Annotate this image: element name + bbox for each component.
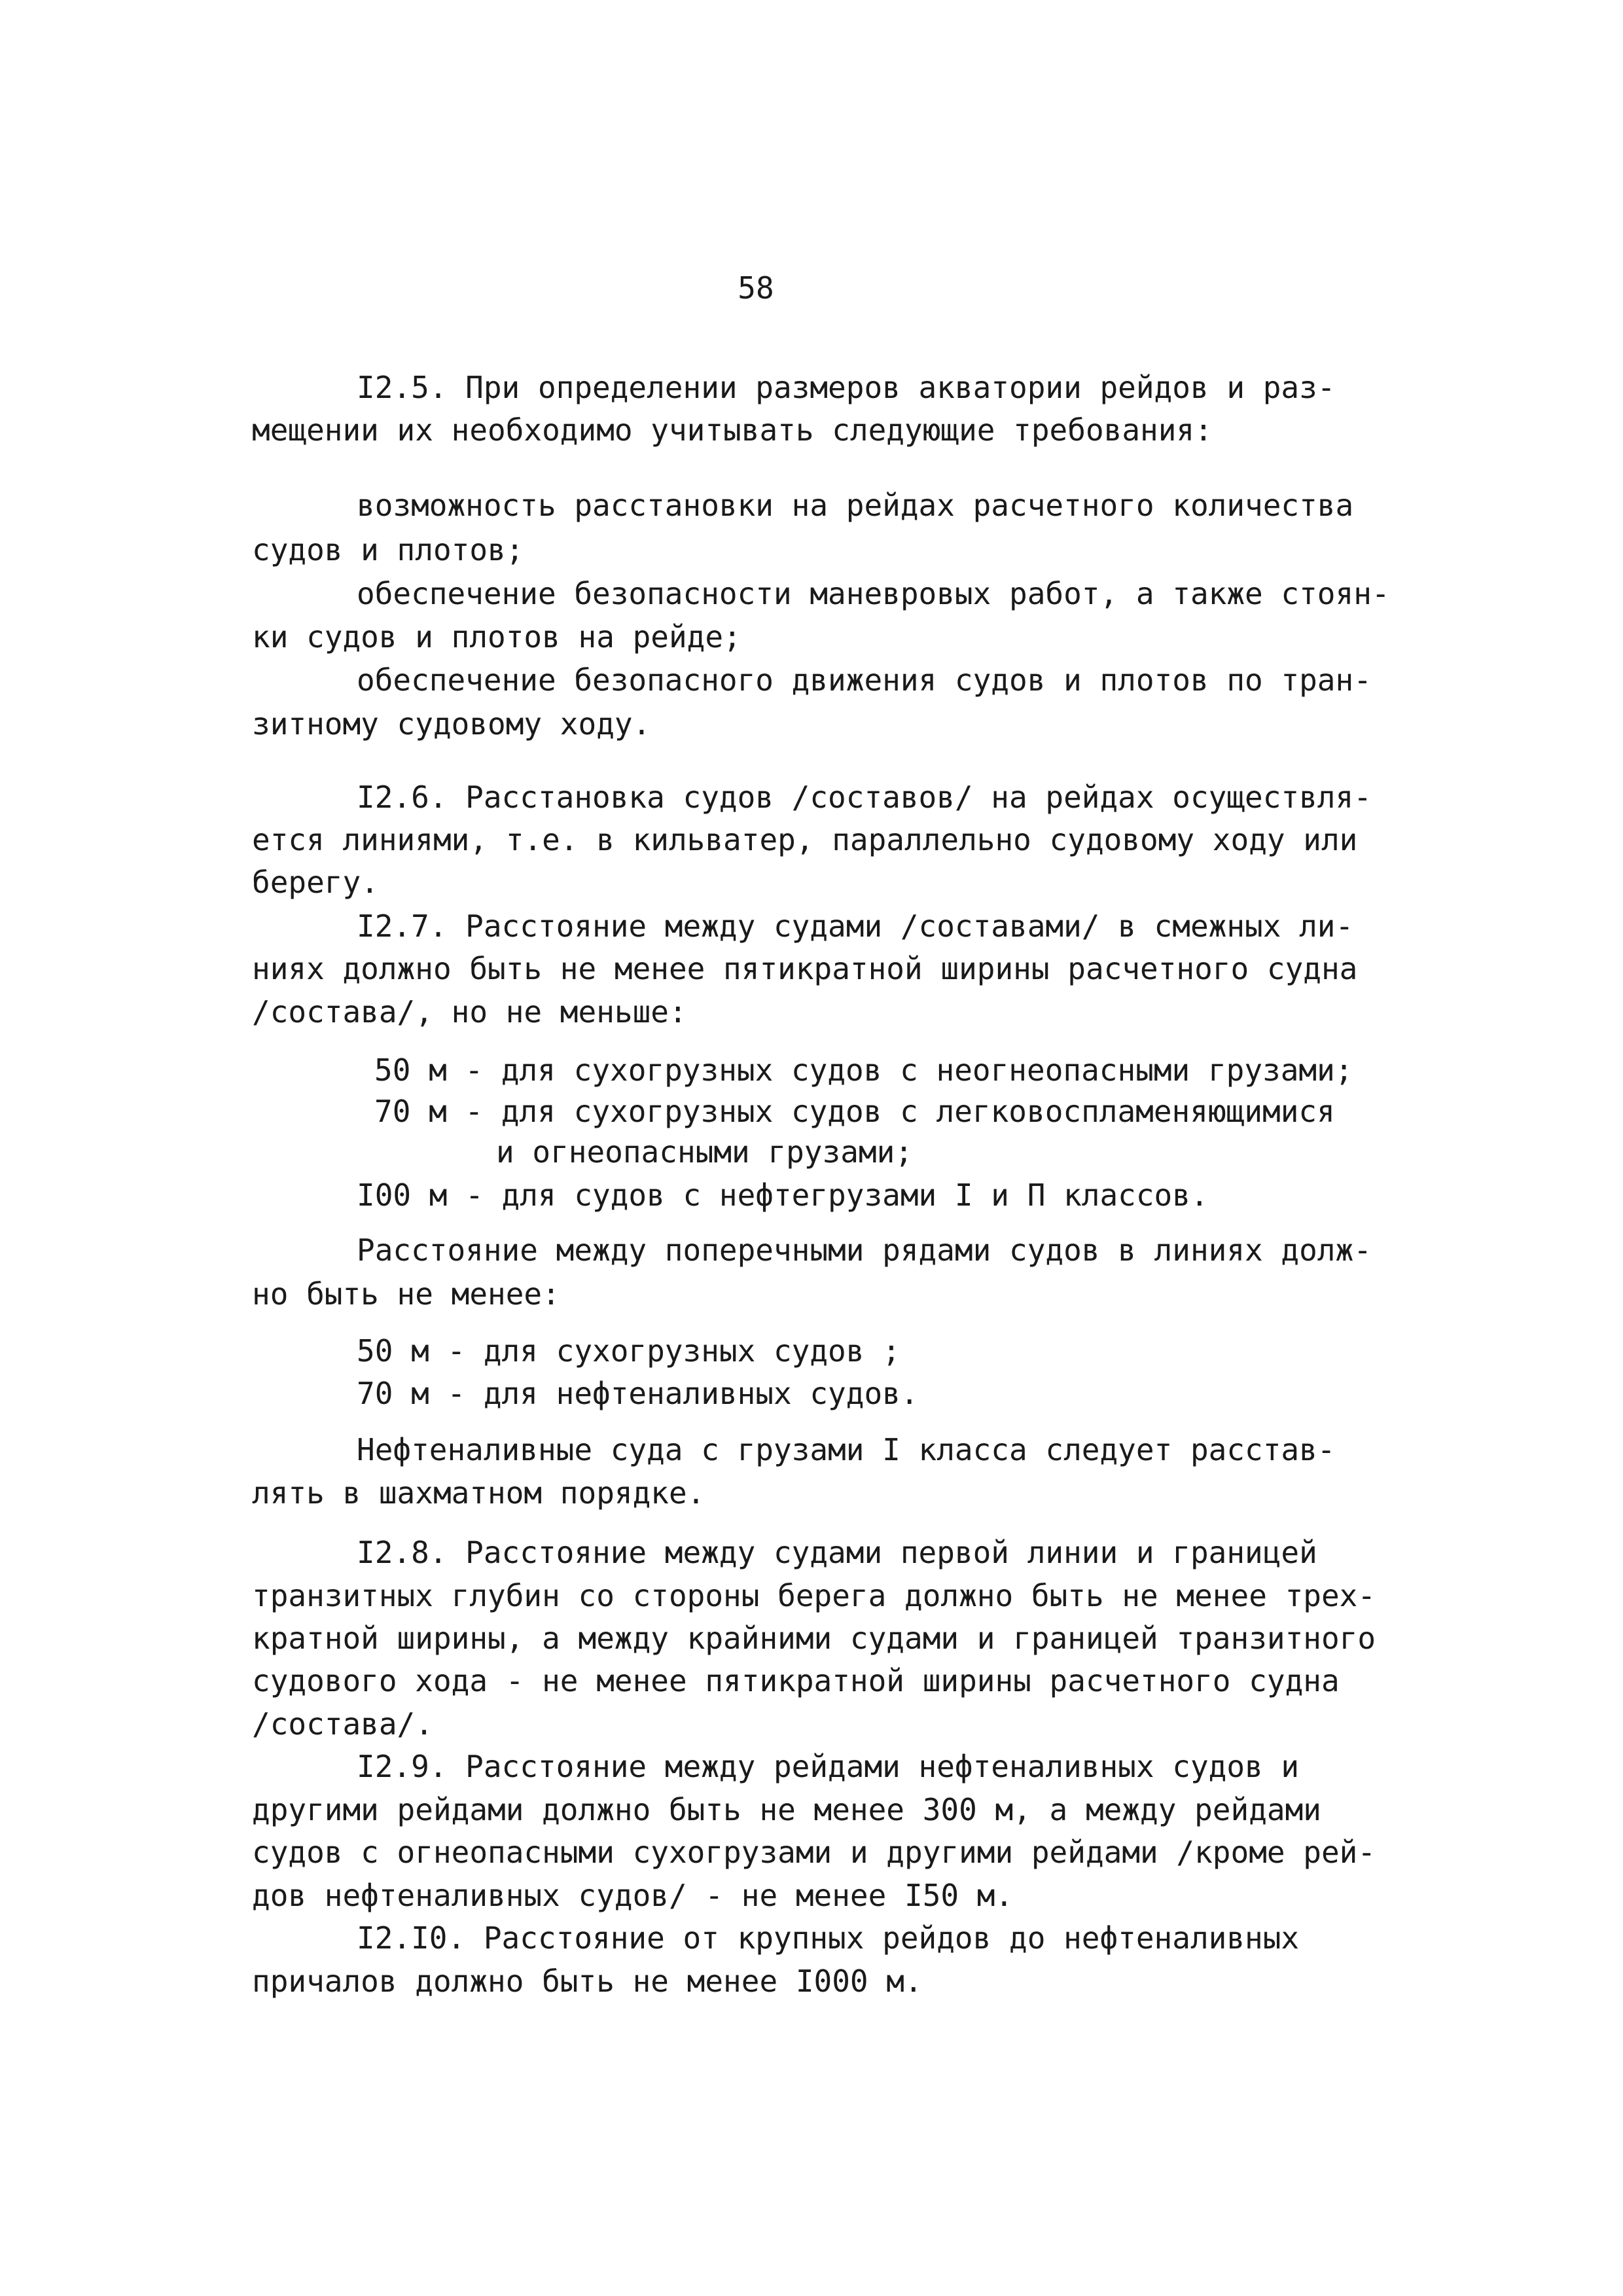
text-line: дов нефтеналивных судов/ - не менее I50 м. [252, 1878, 1014, 1913]
text-line: причалов должно быть не менее I000 м. [252, 1964, 923, 1999]
text-line: кратной ширины, а между крайними судами и границей транзитного [252, 1621, 1376, 1656]
text-line: /состава/, но не меньше: [252, 994, 687, 1030]
text-line: /состава/. [252, 1706, 433, 1742]
text-line: судов с огнеопасными сухогрузами и другими рейдами /кроме рей- [252, 1835, 1376, 1870]
text-line: другими рейдами должно быть не менее 300 м, а между рейдами [252, 1792, 1321, 1827]
text-line: I2.8. Расстояние между судами первой линии и границей [357, 1535, 1317, 1570]
text-line: 70 м - для сухогрузных судов с легковоспламеняющимися [374, 1094, 1335, 1129]
text-line: судового хода - не менее пятикратной ширины расчетного судна [252, 1663, 1340, 1698]
text-line: обеспечение безопасного движения судов и плотов по тран- [357, 662, 1372, 698]
text-line: 70 м - для нефтеналивных судов. [357, 1376, 919, 1411]
text-line: возможность расстановки на рейдах расчетного количества [357, 488, 1354, 523]
page-number: 58 [738, 270, 774, 306]
text-line: I2.7. Расстояние между судами /составами/ в смежных ли- [357, 908, 1354, 944]
text-line: и огнеопасными грузами; [496, 1134, 913, 1170]
text-line: Нефтеналивные суда с грузами I класса следует расстав- [357, 1432, 1336, 1467]
text-line: обеспечение безопасности маневровых работ, а также стоян- [357, 576, 1390, 611]
text-line: I00 м - для судов с нефтегрузами I и П классов. [357, 1177, 1209, 1213]
text-line: I2.9. Расстояние между рейдами нефтеналивных судов и [357, 1749, 1300, 1784]
text-line: I2.6. Расстановка судов /составов/ на рейдах осуществля- [357, 780, 1372, 815]
text-line: I2.5. При определении размеров акватории рейдов и раз- [357, 370, 1336, 405]
text-line: ки судов и плотов на рейде; [252, 619, 741, 655]
text-line: но быть не менее: [252, 1276, 560, 1312]
text-line: берегу. [252, 865, 379, 900]
text-line: Расстояние между поперечными рядами судов в линиях долж- [357, 1232, 1372, 1268]
text-line: судов и плотов; [252, 532, 524, 567]
text-line: 50 м - для сухогрузных судов с неогнеопасными грузами; [374, 1052, 1353, 1088]
text-line: мещении их необходимо учитывать следующие требования: [252, 412, 1213, 448]
text-line: ется линиями, т.е. в кильватер, параллельно судовому ходу или [252, 822, 1358, 857]
text-line: I2.I0. Расстояние от крупных рейдов до нефтеналивных [357, 1920, 1300, 1956]
text-line: ниях должно быть не менее пятикратной ширины расчетного судна [252, 951, 1358, 986]
text-line: зитному судовому ходу. [252, 706, 651, 742]
text-line: лять в шахматном порядке. [252, 1475, 705, 1511]
text-line: 50 м - для сухогрузных судов ; [357, 1333, 901, 1369]
text-line: транзитных глубин со стороны берега должно быть не менее трех- [252, 1578, 1376, 1613]
